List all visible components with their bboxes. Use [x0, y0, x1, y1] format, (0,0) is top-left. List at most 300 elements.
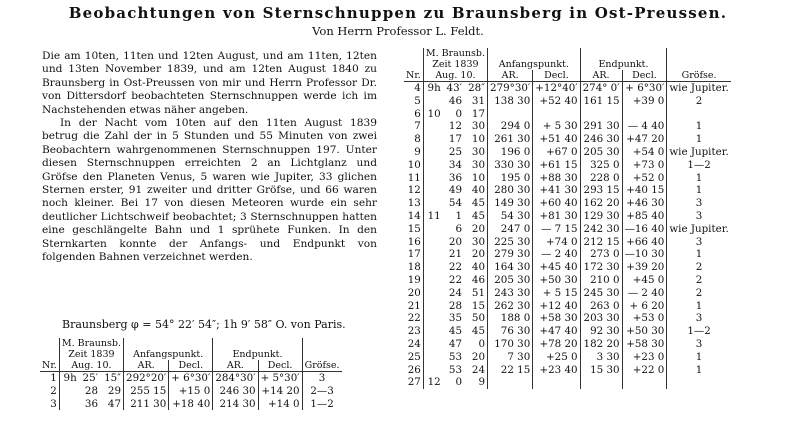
- cell-ar1: 247 0: [488, 223, 533, 236]
- cell-h: [59, 398, 78, 411]
- cell-s: 15″: [104, 372, 122, 384]
- cell-h: [423, 351, 442, 364]
- cell-s: 20: [471, 222, 486, 235]
- cell-ar2: 284°30′: [213, 372, 258, 385]
- cell-d1: +50 30: [533, 274, 580, 287]
- cell-d1: +23 40: [533, 364, 580, 377]
- cell-d2: +47 20: [622, 133, 667, 146]
- cell-ar2: 182 20: [580, 338, 622, 351]
- cell-nr: 6: [414, 107, 421, 120]
- table-row: [40, 385, 342, 398]
- cell-d1: +45 40: [533, 261, 580, 274]
- cell-m: 22: [448, 273, 462, 286]
- cell-d2: +23 0: [622, 351, 667, 364]
- cell-size: 2: [667, 287, 731, 300]
- cell-h: [423, 287, 442, 300]
- cell-d1: — 7 15: [533, 223, 580, 236]
- cell-ar2: 274° 0′: [580, 82, 622, 95]
- table-row: [404, 108, 731, 121]
- cell-h: [423, 159, 442, 172]
- table-row: [404, 172, 731, 185]
- cell-h: [423, 197, 442, 210]
- observation-table-right: [404, 48, 731, 389]
- cell-d2: +73 0: [622, 159, 667, 172]
- cell-d2: [622, 108, 667, 121]
- table-row: [404, 223, 731, 236]
- cell-d1: +47 40: [533, 325, 580, 338]
- col-time-l3: Aug. 10.: [59, 360, 123, 372]
- cell-d2: +54 0: [622, 146, 667, 159]
- cell-h: [423, 248, 442, 261]
- cell-nr: 8: [414, 133, 421, 146]
- col-ar-start: AR.: [488, 70, 533, 82]
- cell-ar2: 172 30: [580, 261, 622, 274]
- cell-size: [667, 108, 731, 121]
- cell-d2: —10 30: [622, 248, 667, 261]
- observation-table-left: [40, 338, 342, 410]
- cell-m: 49: [448, 184, 462, 197]
- cell-ar2: 228 0: [580, 172, 622, 185]
- cell-ar2: 246 30: [580, 133, 622, 146]
- cell-ar2: 291 30: [580, 120, 622, 133]
- col-end: Endpunkt.: [213, 338, 302, 360]
- cell-ar2: [580, 108, 622, 121]
- cell-s: 30: [471, 120, 486, 133]
- cell-h: [423, 172, 442, 185]
- cell-h: 11: [423, 210, 442, 223]
- cell-ar1: 279°30′: [488, 82, 533, 95]
- cell-d1: +74 0: [533, 236, 580, 249]
- cell-d2: +58 30: [622, 338, 667, 351]
- cell-s: 51: [471, 286, 486, 299]
- cell-d1: +18 40: [169, 398, 213, 411]
- table-row: [404, 248, 731, 261]
- col-decl-end: Decl.: [622, 70, 667, 82]
- cell-nr: 9: [414, 145, 421, 158]
- cell-nr: 11: [407, 171, 421, 184]
- cell-d2: +39 20: [622, 261, 667, 274]
- cell-nr: 3: [50, 397, 57, 410]
- table-row: [404, 146, 731, 159]
- table-row: [404, 261, 731, 274]
- cell-d2: [622, 376, 667, 389]
- cell-m: 45: [448, 325, 462, 338]
- cell-ar1: 22 15: [488, 364, 533, 377]
- cell-d1: +51 40: [533, 133, 580, 146]
- cell-d1: +58 30: [533, 312, 580, 325]
- table-row: [404, 351, 731, 364]
- col-size: Gröfse.: [667, 48, 731, 82]
- cell-s: 15: [471, 299, 486, 312]
- cell-s: 29: [107, 384, 122, 397]
- table-row: [404, 364, 731, 377]
- cell-ar2: 214 30: [213, 398, 258, 411]
- cell-m: 21: [448, 248, 462, 261]
- cell-h: [423, 133, 442, 146]
- cell-d2: +39 0: [622, 95, 667, 108]
- cell-m: 22: [448, 261, 462, 274]
- cell-m: 17: [448, 133, 462, 146]
- col-time-l2: Zeit 1839: [423, 59, 487, 70]
- cell-ar1: 170 30: [488, 338, 533, 351]
- col-end: Endpunkt.: [580, 48, 667, 70]
- cell-nr: 25: [407, 350, 421, 363]
- col-start: Anfangspunkt.: [488, 48, 581, 70]
- cell-s: 24: [471, 363, 486, 376]
- cell-m: 28: [448, 299, 462, 312]
- cell-ar2: 205 30: [580, 146, 622, 159]
- cell-ar1: 76 30: [488, 325, 533, 338]
- cell-size: 1: [667, 351, 731, 364]
- cell-s: 20: [471, 248, 486, 261]
- cell-d2: +14 0: [258, 398, 302, 411]
- cell-h: [423, 120, 442, 133]
- cell-size: 3: [302, 372, 341, 385]
- cell-h: 9h: [423, 82, 442, 95]
- cell-ar2: 242 30: [580, 223, 622, 236]
- cell-s: 17: [471, 107, 486, 120]
- cell-s: 30: [471, 145, 486, 158]
- table-row: [40, 398, 342, 411]
- cell-nr: 12: [407, 184, 421, 197]
- table-row: [404, 210, 731, 223]
- cell-ar1: 138 30: [488, 95, 533, 108]
- cell-d1: [533, 376, 580, 389]
- table-row: [404, 312, 731, 325]
- cell-s: 40: [471, 261, 486, 274]
- cell-ar1: [488, 376, 533, 389]
- cell-d1: +67 0: [533, 146, 580, 159]
- cell-ar1: 280 30: [488, 184, 533, 197]
- cell-ar1: [488, 108, 533, 121]
- cell-d2: +66 40: [622, 236, 667, 249]
- cell-ar2: 273 0: [580, 248, 622, 261]
- cell-m: 35: [448, 312, 462, 325]
- cell-nr: 26: [407, 363, 421, 376]
- cell-d2: +85 40: [622, 210, 667, 223]
- location-coordinates: Braunsberg φ = 54° 22′ 54″; 1h 9′ 58″ O. von Paris.: [62, 318, 346, 331]
- cell-nr: 16: [407, 235, 421, 248]
- cell-d1: +60 40: [533, 197, 580, 210]
- cell-m: 36: [448, 171, 462, 184]
- col-time-l2: Zeit 1839: [59, 349, 123, 360]
- cell-size: wie Jupiter.: [667, 146, 731, 159]
- cell-m: 54: [448, 197, 462, 210]
- cell-size: 1: [667, 172, 731, 185]
- cell-size: 1: [667, 300, 731, 313]
- cell-ar2: 210 0: [580, 274, 622, 287]
- cell-d2: +45 0: [622, 274, 667, 287]
- cell-d2: + 6 20: [622, 300, 667, 313]
- cell-size: 1—2: [667, 159, 731, 172]
- cell-ar2: 129 30: [580, 210, 622, 223]
- cell-m: 25′: [82, 372, 98, 384]
- cell-h: 12: [423, 376, 442, 389]
- col-ar-end: AR.: [580, 70, 622, 82]
- col-ar-start: AR.: [124, 360, 169, 372]
- cell-nr: 22: [407, 312, 421, 325]
- cell-d1: [533, 108, 580, 121]
- cell-ar1: 225 30: [488, 236, 533, 249]
- cell-h: [423, 300, 442, 313]
- cell-s: 30: [471, 158, 486, 171]
- cell-m: 24: [448, 286, 462, 299]
- cell-size: wie Jupiter.: [667, 223, 731, 236]
- cell-h: [423, 274, 442, 287]
- table-row: [40, 372, 342, 385]
- cell-d2: — 2 40: [622, 287, 667, 300]
- cell-nr: 18: [407, 261, 421, 274]
- cell-size: 1: [667, 248, 731, 261]
- cell-size: wie Jupiter.: [667, 82, 731, 95]
- cell-d2: +53 0: [622, 312, 667, 325]
- cell-nr: 10: [407, 158, 421, 171]
- cell-d1: +81 30: [533, 210, 580, 223]
- cell-m: 46: [448, 94, 462, 107]
- cell-d2: — 4 40: [622, 120, 667, 133]
- cell-nr: 13: [407, 197, 421, 210]
- cell-size: 3: [667, 236, 731, 249]
- author-line: Von Herrn Professor L. Feldt.: [312, 24, 484, 38]
- intro-text: [42, 50, 377, 265]
- cell-h: [423, 236, 442, 249]
- cell-ar1: 149 30: [488, 197, 533, 210]
- cell-size: [667, 376, 731, 389]
- cell-m: 0: [455, 107, 462, 120]
- table-row: [404, 376, 731, 389]
- cell-h: [59, 385, 78, 398]
- col-decl-start: Decl.: [533, 70, 580, 82]
- cell-m: 12: [448, 120, 462, 133]
- cell-ar1: 330 30: [488, 159, 533, 172]
- cell-ar2: 15 30: [580, 364, 622, 377]
- page-title: Beobachtungen von Sternschnuppen zu Braunsberg in Ost-Preussen.: [68, 4, 728, 22]
- cell-m: 36: [84, 397, 98, 410]
- cell-m: 28: [84, 384, 98, 397]
- cell-ar2: 325 0: [580, 159, 622, 172]
- cell-size: 2: [667, 95, 731, 108]
- cell-size: 3: [667, 312, 731, 325]
- cell-ar2: 92 30: [580, 325, 622, 338]
- col-size: Gröfse.: [302, 338, 341, 372]
- cell-ar1: 243 30: [488, 287, 533, 300]
- cell-s: 10: [471, 171, 486, 184]
- cell-s: 47: [107, 397, 122, 410]
- cell-m: 20: [448, 235, 462, 248]
- cell-d1: + 6°30′: [169, 372, 213, 385]
- cell-size: 1: [667, 133, 731, 146]
- cell-nr: 24: [407, 337, 421, 350]
- cell-s: 9: [478, 376, 486, 389]
- cell-nr: 20: [407, 286, 421, 299]
- cell-nr: 21: [407, 299, 421, 312]
- col-time-l3: Aug. 10.: [423, 70, 487, 82]
- cell-h: [423, 184, 442, 197]
- table-row: [404, 82, 731, 95]
- cell-s: 0: [478, 337, 486, 350]
- cell-m: 53: [448, 350, 462, 363]
- cell-nr: 17: [407, 248, 421, 261]
- cell-d1: + 5 30: [533, 120, 580, 133]
- cell-nr: 15: [407, 222, 421, 235]
- cell-d2: +50 30: [622, 325, 667, 338]
- cell-h: [423, 325, 442, 338]
- cell-s: 40: [471, 184, 486, 197]
- cell-ar2: 3 30: [580, 351, 622, 364]
- cell-d1: +78 20: [533, 338, 580, 351]
- cell-ar1: 164 30: [488, 261, 533, 274]
- cell-h: [423, 364, 442, 377]
- cell-d1: +88 30: [533, 172, 580, 185]
- cell-h: [423, 261, 442, 274]
- cell-ar1: 279 30: [488, 248, 533, 261]
- cell-ar1: 195 0: [488, 172, 533, 185]
- table-row: [404, 300, 731, 313]
- cell-ar1: 7 30: [488, 351, 533, 364]
- cell-ar2: 263 0: [580, 300, 622, 313]
- cell-size: 1—2: [302, 398, 341, 411]
- cell-nr: 2: [50, 384, 57, 397]
- table-row: [404, 95, 731, 108]
- col-start: Anfangspunkt.: [124, 338, 213, 360]
- cell-size: 3: [667, 210, 731, 223]
- cell-s: 45: [471, 197, 486, 210]
- cell-m: 47: [448, 337, 462, 350]
- cell-d1: +12 40: [533, 300, 580, 313]
- cell-ar1: 205 30: [488, 274, 533, 287]
- cell-d2: +14 20: [258, 385, 302, 398]
- cell-h: [423, 146, 442, 159]
- cell-d1: +61 15: [533, 159, 580, 172]
- cell-nr: 23: [407, 325, 421, 338]
- col-decl-start: Decl.: [169, 360, 213, 372]
- cell-size: 1: [667, 364, 731, 377]
- cell-s: 10: [471, 133, 486, 146]
- cell-size: 2: [667, 261, 731, 274]
- cell-size: 2—3: [302, 385, 341, 398]
- cell-ar1: 261 30: [488, 133, 533, 146]
- table-row: [404, 325, 731, 338]
- cell-h: [423, 95, 442, 108]
- paragraph-2: In der Nacht vom 10ten auf den 11ten August 1839 betrug die Zahl der in 5 Stunden und 55 Minuten von zwei Beobachtern wahrgenommenen Sternschnuppen 197. Unter diesen Sternschnuppen erreichten 2 an Lichtglanz und Gröfse den Planeten Venus, 5 waren wie Jupiter, 33 glichen Sternen erster, 91 zweiter und dritter Gröfse, und 66 waren noch kleiner. Bei 17 von diesen Meteoren wurde ein sehr deutlicher Lichtschweif beobachtet; 3 Sternschnuppen hatten eine geschlängelte Bahn und 1 sprühete Funken. In den Sternkarten konnte der Anfangs- und Endpunkt von folgenden Bahnen verzeichnet werden.: [42, 117, 377, 264]
- cell-m: 34: [448, 158, 462, 171]
- cell-ar2: 162 20: [580, 197, 622, 210]
- cell-ar2: 203 30: [580, 312, 622, 325]
- cell-ar2: 161 15: [580, 95, 622, 108]
- cell-ar1: 211 30: [124, 398, 169, 411]
- table-row: [404, 338, 731, 351]
- cell-ar1: 262 30: [488, 300, 533, 313]
- cell-m: 6: [455, 222, 462, 235]
- cell-size: 3: [667, 197, 731, 210]
- cell-s: 46: [471, 273, 486, 286]
- cell-m: 1: [455, 209, 462, 222]
- cell-h: [423, 338, 442, 351]
- col-ar-end: AR.: [213, 360, 258, 372]
- table-row: [404, 287, 731, 300]
- cell-nr: 7: [414, 120, 421, 133]
- cell-ar1: 196 0: [488, 146, 533, 159]
- table-row: [404, 184, 731, 197]
- table-row: [404, 236, 731, 249]
- cell-d1: + 5 15: [533, 287, 580, 300]
- cell-ar2: 212 15: [580, 236, 622, 249]
- cell-size: 1: [667, 120, 731, 133]
- table-row: [404, 274, 731, 287]
- col-time-l1: M. Braunsb.: [423, 48, 487, 59]
- col-time-l1: M. Braunsb.: [59, 338, 123, 349]
- cell-nr: 14: [407, 209, 421, 222]
- cell-nr: 1: [50, 372, 57, 384]
- cell-s: 31: [471, 94, 486, 107]
- col-decl-end: Decl.: [258, 360, 302, 372]
- cell-s: 45: [471, 325, 486, 338]
- cell-d1: +12°40′: [533, 82, 580, 95]
- cell-s: 45: [471, 209, 486, 222]
- cell-m: 53: [448, 363, 462, 376]
- cell-s: 30: [471, 235, 486, 248]
- cell-d1: +41 30: [533, 184, 580, 197]
- cell-nr: 5: [414, 94, 421, 107]
- cell-m: 25: [448, 145, 462, 158]
- cell-ar2: 245 30: [580, 287, 622, 300]
- cell-d1: +52 40: [533, 95, 580, 108]
- cell-d2: + 6°30′: [622, 82, 667, 95]
- cell-d2: +22 0: [622, 364, 667, 377]
- table-row: [404, 133, 731, 146]
- cell-ar1: 188 0: [488, 312, 533, 325]
- cell-nr: 19: [407, 273, 421, 286]
- cell-d2: —16 40: [622, 223, 667, 236]
- paragraph-1: Die am 10ten, 11ten und 12ten August, und am 11ten, 12ten und 13ten November 1839, und am 12ten August 1840 zu Braunsberg in Ost-Preussen von mir und Herrn Professor Dr. von Dittersdorf beobachteten Sternschnuppen werde ich im Nachstehenden etwas näher angeben.: [42, 50, 377, 116]
- cell-h: 9h: [59, 372, 78, 385]
- cell-s: 28″: [468, 82, 486, 94]
- col-nr: Nr.: [404, 48, 423, 82]
- cell-m: 43′: [446, 82, 462, 94]
- col-nr: Nr.: [40, 338, 59, 372]
- cell-m: 0: [455, 376, 462, 389]
- cell-ar2: [580, 376, 622, 389]
- cell-ar1: 294 0: [488, 120, 533, 133]
- cell-d1: +15 0: [169, 385, 213, 398]
- cell-size: 2: [667, 274, 731, 287]
- cell-d1: — 2 40: [533, 248, 580, 261]
- cell-d2: +40 15: [622, 184, 667, 197]
- cell-nr: 4: [414, 82, 421, 94]
- cell-d1: +25 0: [533, 351, 580, 364]
- cell-ar1: 292°20′: [124, 372, 169, 385]
- cell-d2: + 5°30′: [258, 372, 302, 385]
- cell-size: 1—2: [667, 325, 731, 338]
- cell-d2: +52 0: [622, 172, 667, 185]
- table-row: [404, 159, 731, 172]
- cell-h: [423, 312, 442, 325]
- cell-s: 50: [471, 312, 486, 325]
- cell-s: 20: [471, 350, 486, 363]
- table-row: [404, 197, 731, 210]
- cell-h: [423, 223, 442, 236]
- table-row: [404, 120, 731, 133]
- cell-ar2: 246 30: [213, 385, 258, 398]
- cell-d2: +46 30: [622, 197, 667, 210]
- cell-ar2: 293 15: [580, 184, 622, 197]
- cell-ar1: 255 15: [124, 385, 169, 398]
- cell-size: 1: [667, 184, 731, 197]
- cell-h: 10: [423, 108, 442, 121]
- cell-ar1: 54 30: [488, 210, 533, 223]
- cell-nr: 27: [407, 376, 421, 389]
- cell-size: 3: [667, 338, 731, 351]
